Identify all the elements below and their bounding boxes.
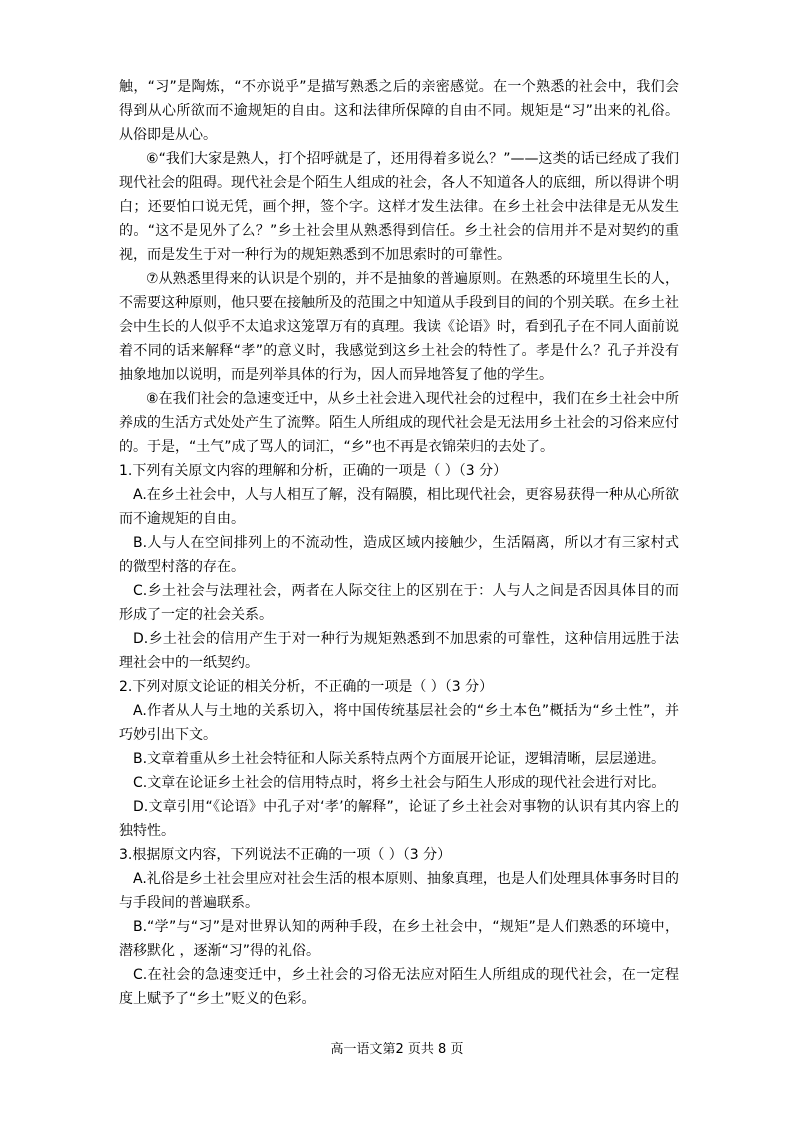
question-stem: 1.下列有关原文内容的理解和分析，正确的一项是（ ）（3 分） [119, 463, 508, 479]
question-3 [119, 843, 679, 1011]
question-option: D.乡土社会的信用产生于对一种行为规矩熟悉到不加思索的可靠性，这种信用远胜于法理社会中的一纸契约。 [119, 631, 679, 671]
passage-paragraph-8: ⑧在我们社会的急速变迁中，从乡土社会进入现代社会的过程中，我们在乡土社会中所养成的生活方式处处产生了流弊。陌生人所组成的现代社会是无法用乡土社会的习俗来应付的。于是，“土气”成了骂人的词汇，“乡”也不再是衣锦荣归的去处了。 [119, 391, 679, 455]
question-2 [119, 675, 679, 843]
passage-paragraph-6: ⑥“我们大家是熟人，打个招呼就是了，还用得着多说么？”——这类的话已经成了我们现代社会的阻碍。现代社会是个陌生人组成的社会，各人不知道各人的底细，所以得讲个明白；还要怕口说无凭，画个押，签个字。这样才发生法律。在乡土社会中法律是无从发生的。“这不是见外了么？”乡土社会里从熟悉得到信任。乡土社会的信用并不是对契约的重视，而是发生于对一种行为的规矩熟悉到不加思索时的可靠性。 [119, 151, 679, 263]
question-option: B.文章着重从乡土社会特征和人际关系特点两个方面展开论证，逻辑清晰，层层递进。 [133, 751, 666, 767]
question-option: C.乡土社会与法理社会，两者在人际交往上的区别在于：人与人之间是否因具体目的而形成了一定的社会关系。 [119, 583, 679, 623]
passage-paragraph-7: ⑦从熟悉里得来的认识是个别的，并不是抽象的普遍原则。在熟悉的环境里生长的人，不需要这种原则，他只要在接触所及的范围之中知道从手段到目的间的个别关联。在乡土社会中生长的人似乎不太追求这笼罩万有的真理。我读《论语》时，看到孔子在不同人面前说着不同的话来解释“孝”的意义时，我感觉到这乡土社会的特性了。孝是什么？孔子并没有抽象地加以说明，而是列举具体的行为，因人而异地答复了他的学生。 [119, 271, 679, 383]
question-option: A.作者从人与土地的关系切入，将中国传统基层社会的“乡土本色”概括为“乡土性”，并巧妙引出下文。 [119, 703, 679, 743]
page-body [119, 75, 679, 1011]
question-1 [119, 459, 679, 675]
question-option: B.人与人在空间排列上的不流动性，造成区域内接触少，生活隔离，所以才有三家村式的微型村落的存在。 [119, 535, 679, 575]
question-stem: 2.下列对原文论证的相关分析，不正确的一项是（ ）（3 分） [119, 679, 494, 695]
question-option: B.“学”与“习”是对世界认知的两种手段，在乡土社会中，“规矩”是人们熟悉的环境中，潜移默化 ，逐渐“习”得的礼俗。 [119, 919, 679, 959]
question-option: A.在乡土社会中，人与人相互了解，没有隔膜，相比现代社会，更容易获得一种从心所欲而不逾规矩的自由。 [119, 487, 679, 527]
passage-paragraph-continued: 触，“习”是陶炼，“不亦说乎”是描写熟悉之后的亲密感觉。在一个熟悉的社会中，我们会得到从心所欲而不逾规矩的自由。这和法律所保障的自由不同。规矩是“习”出来的礼俗。从俗即是从心。 [119, 79, 679, 143]
question-option: C.文章在论证乡土社会的信用特点时，将乡土社会与陌生人形成的现代社会进行对比。 [133, 775, 666, 791]
question-option: D.文章引用“《论语》中孔子对‘孝’的解释”，论证了乡土社会对事物的认识有其内容上的独特性。 [119, 799, 679, 839]
question-option: C.在社会的急速变迁中，乡土社会的习俗无法应对陌生人所组成的现代社会，在一定程度上赋予了“乡土”贬义的色彩。 [119, 967, 679, 1007]
question-option: A.礼俗是乡土社会里应对社会生活的根本原则、抽象真理，也是人们处理具体事务时目的与手段间的普遍联系。 [119, 871, 679, 911]
page-footer: 高一语文第2 页共 8 页 [330, 1042, 464, 1057]
question-stem: 3.根据原文内容，下列说法不正确的一项（ ）（3 分） [119, 847, 452, 863]
